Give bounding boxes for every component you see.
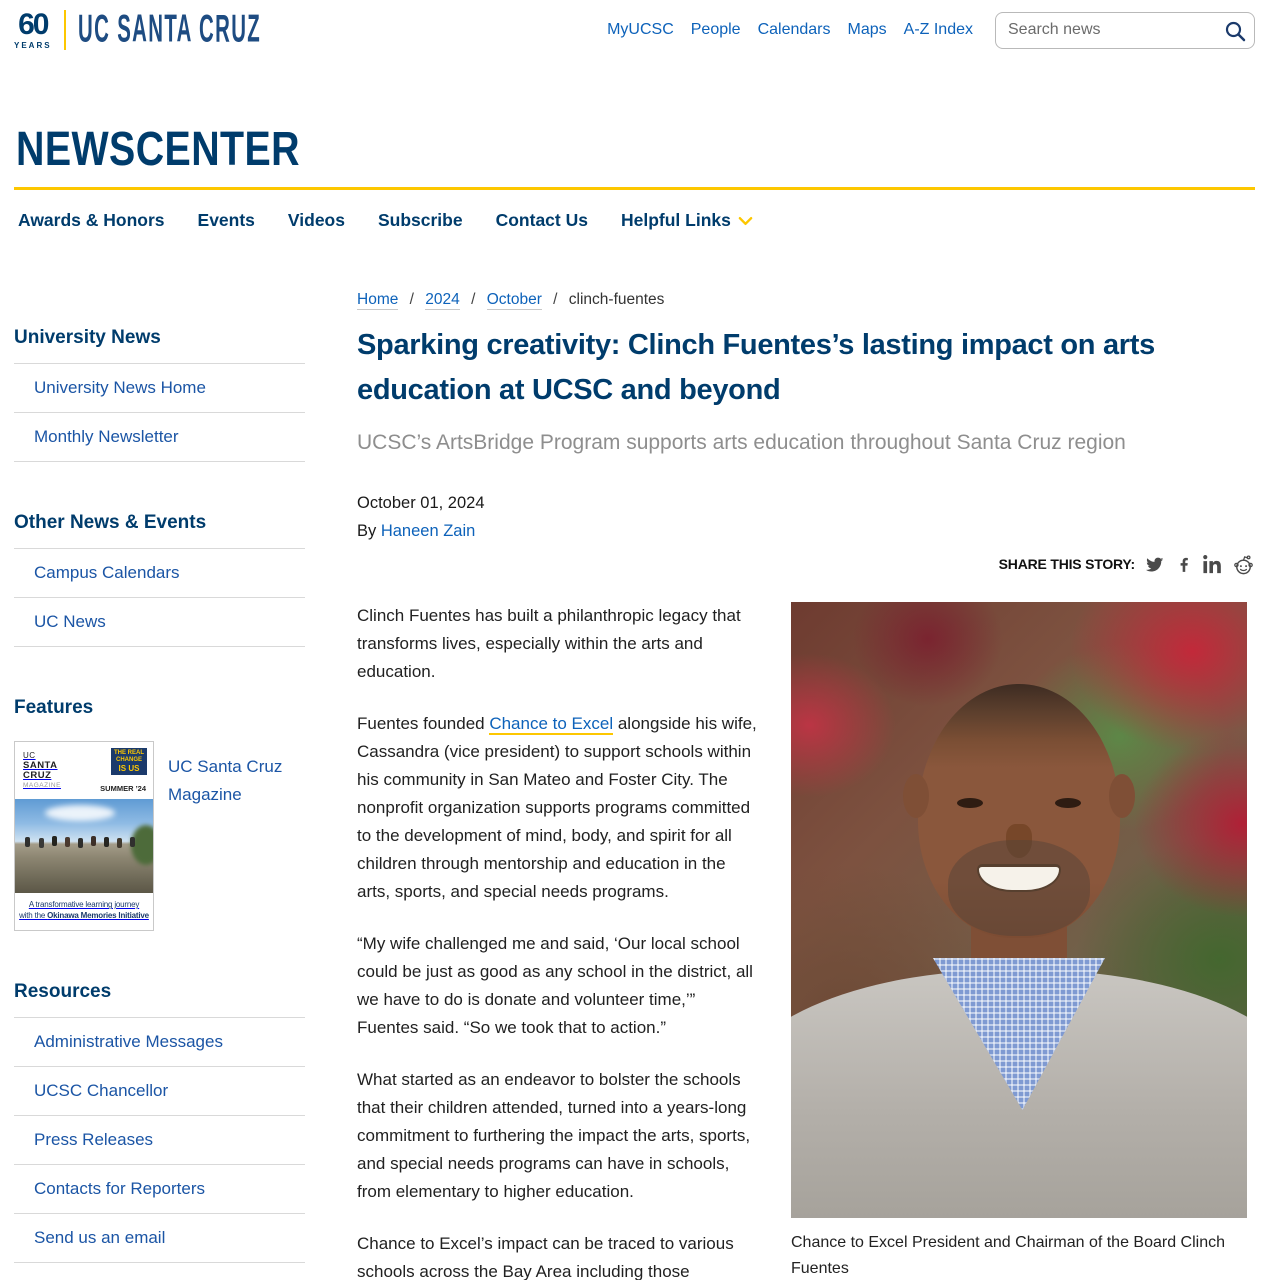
- sidebar-heading-university-news: University News: [14, 327, 161, 348]
- paragraph-2: Fuentes founded Chance to Excel alongside his wife, Cassandra (vice president) to support schools within his community in San Mateo and Foster City. The nonprofit organization supports programs committed to the development of mind, body, and spirit for all children through mentorship and education in the arts, sports, and special needs programs.: [357, 713, 757, 901]
- sidebar-heading-resources: Resources: [14, 980, 112, 1002]
- sidebar-heading-features: Features: [14, 697, 94, 718]
- nav-videos[interactable]: Videos: [287, 210, 345, 230]
- utility-link-myucsc[interactable]: MyUCSC: [607, 21, 674, 38]
- utility-link-calendars[interactable]: Calendars: [757, 21, 831, 38]
- reddit-icon[interactable]: [1232, 553, 1255, 576]
- magazine-issue: SUMMER ’24: [100, 784, 146, 793]
- sidebar-heading-other-news: Other News & Events: [14, 512, 207, 533]
- logo-60-number: 60: [18, 8, 48, 41]
- magazine-cover-thumbnail[interactable]: [14, 741, 154, 931]
- logo-divider: [64, 10, 66, 50]
- nav-events[interactable]: Events: [197, 210, 255, 230]
- article-meta: [357, 489, 1255, 545]
- sidebar-item-send-us-an-email[interactable]: Send us an email: [34, 1227, 166, 1247]
- gold-rule: [14, 187, 1255, 190]
- linkedin-icon[interactable]: [1203, 554, 1223, 574]
- search-button[interactable]: [1223, 19, 1247, 43]
- nav-helpful-links[interactable]: [621, 210, 753, 231]
- magazine-cover-caption: A transformative learning journey with the Okinawa Memories Initiative: [19, 900, 149, 920]
- sidebar-section-other-news: [14, 512, 305, 647]
- ucsc-logo[interactable]: [14, 7, 347, 51]
- article-figure: [791, 602, 1247, 1280]
- breadcrumb-2024[interactable]: 2024: [425, 291, 460, 308]
- paragraph-5: Chance to Excel’s impact can be traced to various schools across the Bay Area including those: [357, 1233, 734, 1280]
- sidebar-item-ucsc-chancellor[interactable]: UCSC Chancellor: [34, 1080, 169, 1100]
- search-box: [995, 12, 1255, 49]
- share-label: SHARE THIS STORY:: [998, 556, 1135, 573]
- sidebar-item-administrative-messages[interactable]: Administrative Messages: [34, 1031, 223, 1051]
- magazine-cover-photo: [15, 799, 153, 893]
- top-header: [0, 0, 1267, 56]
- breadcrumb: Home / 2024 / October / clinch-fuentes: [357, 291, 665, 308]
- utility-nav: [607, 21, 973, 39]
- sidebar-section-university-news: [14, 327, 305, 462]
- nav-helpful-links-label: Helpful Links: [620, 210, 731, 230]
- sidebar-section-features: [14, 697, 305, 931]
- utility-link-people[interactable]: People: [690, 21, 741, 38]
- twitter-icon[interactable]: [1144, 554, 1165, 575]
- article-date: October 01, 2024: [357, 493, 485, 512]
- sidebar-section-resources: [14, 981, 305, 1263]
- sidebar-item-press-releases[interactable]: Press Releases: [34, 1129, 154, 1149]
- logo-years-label: YEARS: [14, 41, 52, 50]
- ucsc-wordmark: UC SANTA CRUZ: [77, 7, 261, 51]
- sidebar-item-university-news-home[interactable]: University News Home: [34, 378, 206, 397]
- share-row: [357, 553, 1255, 576]
- byline-prefix: By: [357, 521, 381, 540]
- search-input[interactable]: [995, 12, 1255, 49]
- article-subtitle: UCSC’s ArtsBridge Program supports arts education throughout Santa Cruz region: [357, 430, 1126, 454]
- paragraph-3: “My wife challenged me and said, ‘Our local school could be just as good as any school in the district, all we have to do is donate and volunteer time,’” Fuentes said. “So we took that to action.”: [357, 933, 753, 1037]
- utility-link-az-index[interactable]: A-Z Index: [903, 21, 973, 38]
- site-title: NEWSCENTER: [16, 123, 301, 176]
- article-body: [357, 602, 1255, 1280]
- nav-subscribe[interactable]: Subscribe: [377, 210, 463, 230]
- portrait-photo: [791, 602, 1247, 1218]
- article-main: [357, 291, 1255, 1280]
- sidebar-item-monthly-newsletter[interactable]: Monthly Newsletter: [34, 427, 179, 446]
- breadcrumb-october[interactable]: October: [486, 291, 542, 308]
- paragraph-1: Clinch Fuentes has built a philanthropic legacy that transforms lives, especially within the arts and education.: [357, 605, 741, 681]
- sidebar-item-uc-news[interactable]: UC News: [34, 612, 106, 631]
- search-icon: [1223, 31, 1247, 46]
- sidebar-item-contacts-for-reporters[interactable]: Contacts for Reporters: [34, 1178, 206, 1198]
- ucsc-60-years-mark: [14, 10, 52, 50]
- facebook-icon[interactable]: [1174, 554, 1194, 574]
- article-text: [357, 602, 761, 1280]
- breadcrumb-current: clinch-fuentes: [568, 291, 665, 308]
- utility-link-maps[interactable]: Maps: [847, 21, 887, 38]
- sidebar-item-uc-santa-cruz-magazine[interactable]: UC Santa Cruz Magazine: [168, 757, 283, 805]
- magazine-masthead: UC SANTA CRUZ MAGAZINE: [23, 751, 61, 790]
- sidebar: [14, 291, 305, 1280]
- nav-awards-honors[interactable]: Awards & Honors: [18, 210, 165, 230]
- nav-contact-us[interactable]: Contact Us: [495, 210, 588, 230]
- sidebar-item-campus-calendars[interactable]: Campus Calendars: [34, 563, 180, 582]
- chance-to-excel-link[interactable]: Chance to Excel: [489, 713, 614, 733]
- breadcrumb-home[interactable]: Home: [357, 291, 399, 308]
- chevron-down-icon: [738, 210, 753, 231]
- paragraph-4: What started as an endeavor to bolster the schools that their children attended, turned into a years-long commitment to furthering the impact the arts, sports, and special needs programs can have in schools, from elementary to higher education.: [357, 1069, 751, 1201]
- author-link[interactable]: Haneen Zain: [380, 521, 476, 540]
- header-right: [607, 12, 1255, 49]
- article-title: Sparking creativity: Clinch Fuentes’s lasting impact on arts education at UCSC and beyond: [357, 329, 1155, 406]
- magazine-badge: THE REAL CHANGE IS US: [111, 748, 147, 775]
- main-nav: [18, 210, 1255, 231]
- photo-caption: Chance to Excel President and Chairman of the Board Clinch Fuentes: [791, 1233, 1226, 1277]
